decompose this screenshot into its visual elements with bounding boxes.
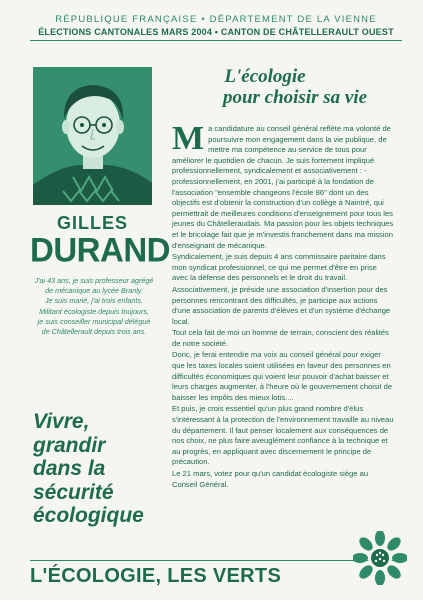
- article-body: [172, 120, 394, 491]
- slogan: [33, 410, 163, 528]
- article-paragraph: Tout cela fait de moi un homme de terrain, conscient des réalités de notre société.: [172, 328, 389, 348]
- slogan-line: dans la: [33, 457, 106, 480]
- bio-line: J'ai 43 ans, je suis professeur agrégé: [34, 276, 154, 285]
- article-paragraph: Syndicalement, je suis depuis 4 ans commissaire paritaire dans mon syndicat professionnel, ce qui me permet d'être en prise avec la défense des personnels et le droit du travail.: [172, 252, 386, 283]
- candidate-last-name: DURAND: [30, 230, 170, 269]
- article-paragraph: Le 21 mars, votez pour qu'un candidat écologiste siège au Conseil Général.: [172, 469, 369, 489]
- sunflower-logo-icon: [353, 531, 407, 585]
- slogan-line: Vivre,: [33, 410, 90, 433]
- drop-cap: M: [172, 120, 205, 157]
- bio-line: je suis conseiller municipal délégué: [37, 316, 151, 326]
- candidate-bio: [33, 276, 155, 337]
- portrait-illustration: [33, 67, 152, 205]
- header-rule: [30, 40, 402, 41]
- slogan-line: écologique: [33, 504, 144, 527]
- title-line-1: L'écologie: [224, 66, 306, 87]
- header-republique: RÉPUBLIQUE FRANÇAISE • DÉPARTEMENT DE LA VIENNE: [55, 14, 377, 25]
- candidate-portrait: [33, 67, 152, 205]
- footer-rule: [30, 560, 402, 561]
- article-paragraph: Associativement, je préside une association d'insertion pour des personnes rencontrant des difficultés, je participe aux actions d'une association de parents d'élèves et d'un système d'échange local.: [172, 284, 391, 326]
- bio-line: Militant écologiste depuis toujours,: [39, 306, 149, 316]
- slogan-line: sécurité: [33, 480, 114, 504]
- article-paragraph: Donc, je ferai entendre ma voix au conseil général pour exiger que les taxes locales soient utilisées en faveur des personnes en difficultés économiques qui voient leur pouvoir d'achat baisser et leurs charges augmenter, à l'heure où le gouvernement choisit de baisser les impôts des mieux lotis....: [172, 350, 393, 402]
- bio-line: Je suis marié, j'ai trois enfants.: [44, 296, 144, 306]
- bio-line: de Châtellerault depuis trois ans.: [41, 327, 147, 337]
- article-paragraph: [172, 120, 394, 251]
- title-line-2: pour choisir sa vie: [222, 87, 368, 108]
- candidate-first-name: GILLES: [56, 213, 128, 233]
- slogan-line: grandir: [33, 433, 106, 457]
- article-title: [165, 66, 405, 108]
- article-paragraph: Et puis, je crois essentiel qu'un plus grand nombre d'élus s'intéressant à la protection de l'environnement travaille au niveau du département. Il faut penser localement aux conséquences de nos choix, ne plus faire aveuglément confiance à la technique et au progrès, en appliquant avec discernement le principe de précaution.: [172, 404, 394, 467]
- bio-line: de mécanique au lycée Branly.: [45, 286, 143, 296]
- party-name: L'ÉCOLOGIE, LES VERTS: [30, 565, 282, 587]
- article-paragraph-text: a candidature au conseil général reflète ma volonté de poursuivre mon engagement dans la vie publique, de mettre ma compétence au service de tous pour améliorer le quotidien de chacun. Je suis fortement impliqué professionnellement, syndicalement et associativement : - professionnellement, en 2001, j'ai participé à la fondation de l'association "ensemble changeons l'école 86" dont un des objectifs est d'obtenir la construction d'un collège à Naintré, qui permettrait de meilleures conditions d'enseignement pour tous les jeunes du Châtelleraudais. Ma passion pour les objets techniques et le bricolage fait que je m'investis franchement dans ma mission d'enseignant de mécanique.: [172, 124, 394, 250]
- header-elections: ÉLECTIONS CANTONALES MARS 2004 • CANTON DE CHÂTELLERAULT OUEST: [38, 27, 394, 37]
